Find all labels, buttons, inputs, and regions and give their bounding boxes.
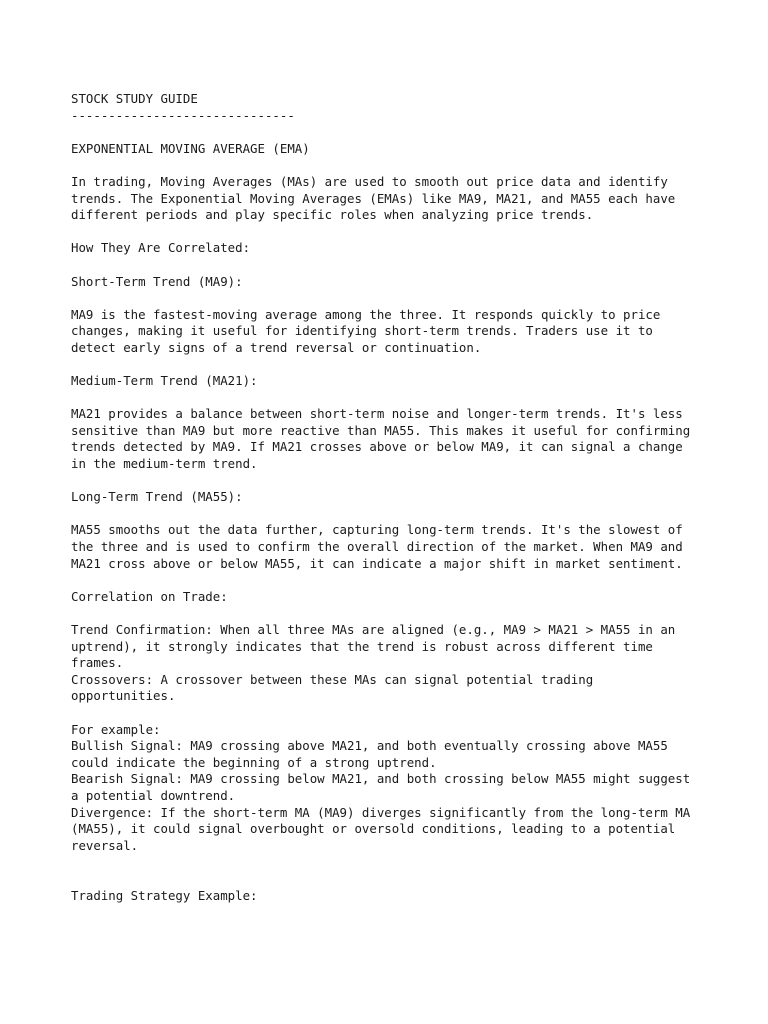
paragraph-line: Bearish Signal: MA9 crossing below MA21, and both crossing below MA55 might suggest: [71, 771, 691, 787]
paragraph-line: uptrend), it strongly indicates that the trend is robust across different time: [71, 638, 653, 654]
blank-line: [71, 390, 711, 407]
paragraph-line: (MA55), it could signal overbought or oversold conditions, leading to a potential: [71, 821, 676, 837]
subheading: Long-Term Trend (MA55):: [71, 489, 243, 505]
blank-line: [71, 871, 711, 888]
paragraph-line: trends detected by MA9. If MA21 crosses above or below MA9, it can signal a change: [71, 439, 683, 455]
subheading: Correlation on Trade:: [71, 588, 228, 604]
subheading: Medium-Term Trend (MA21):: [71, 373, 258, 389]
subheading: Trading Strategy Example:: [71, 887, 258, 903]
paragraph-line: frames.: [71, 655, 124, 671]
paragraph-line: reversal.: [71, 837, 139, 853]
blank-line: [71, 357, 711, 374]
paragraph-line: MA55 smooths out the data further, capturing long-term trends. It's the slowest of: [71, 522, 683, 538]
paragraph-line: opportunities.: [71, 688, 176, 704]
blank-line: [71, 506, 711, 523]
paragraph-line: sensitive than MA9 but more reactive than MA55. This makes it useful for confirming: [71, 422, 691, 438]
paragraph-line: Bullish Signal: MA9 crossing above MA21, and both eventually crossing above MA55: [71, 738, 668, 754]
blank-line: [71, 705, 711, 722]
paragraph-line: MA9 is the fastest-moving average among the three. It responds quickly to price: [71, 306, 661, 322]
blank-line: [71, 124, 711, 141]
paragraph-line: For example:: [71, 721, 161, 737]
section-heading: EXPONENTIAL MOVING AVERAGE (EMA): [71, 140, 310, 156]
subheading: Short-Term Trend (MA9):: [71, 273, 243, 289]
paragraph-line: a potential downtrend.: [71, 787, 236, 803]
blank-line: [71, 572, 711, 589]
doc-title: STOCK STUDY GUIDE: [71, 91, 198, 106]
paragraph-line: the three and is used to confirm the overall direction of the market. When MA9 and: [71, 539, 683, 555]
paragraph-line: Trend Confirmation: When all three MAs are aligned (e.g., MA9 > MA21 > MA55 in an: [71, 622, 676, 637]
intro-paragraph-line: trends. The Exponential Moving Averages (EMAs) like MA9, MA21, and MA55 each have: [71, 190, 676, 206]
paragraph-line: Crossovers: A crossover between these MAs can signal potential trading: [71, 671, 594, 687]
paragraph-line: changes, making it useful for identifying short-term trends. Traders use it to: [71, 323, 653, 339]
blank-line: [71, 605, 711, 622]
blank-line: [71, 473, 711, 490]
blank-line: [71, 224, 711, 241]
blank-line: [71, 290, 711, 307]
paragraph-line: could indicate the beginning of a strong uptrend.: [71, 754, 437, 770]
paragraph-line: detect early signs of a trend reversal or continuation.: [71, 339, 482, 355]
intro-paragraph-line: different periods and play specific roles when analyzing price trends.: [71, 207, 594, 223]
paragraph-line: Divergence: If the short-term MA (MA9) diverges significantly from the long-term MA: [71, 804, 691, 820]
paragraph-line: MA21 cross above or below MA55, it can indicate a major shift in market sentiment.: [71, 555, 683, 571]
document-page: [71, 91, 711, 904]
paragraph-line: in the medium-term trend.: [71, 456, 258, 472]
blank-line: [71, 257, 711, 274]
blank-line: [71, 854, 711, 871]
blank-line: [71, 157, 711, 174]
title-underline: ------------------------------: [71, 107, 295, 123]
subheading: How They Are Correlated:: [71, 240, 251, 256]
intro-paragraph-line: In trading, Moving Averages (MAs) are used to smooth out price data and identify: [71, 173, 668, 189]
paragraph-line: MA21 provides a balance between short-term noise and longer-term trends. It's less: [71, 406, 683, 422]
